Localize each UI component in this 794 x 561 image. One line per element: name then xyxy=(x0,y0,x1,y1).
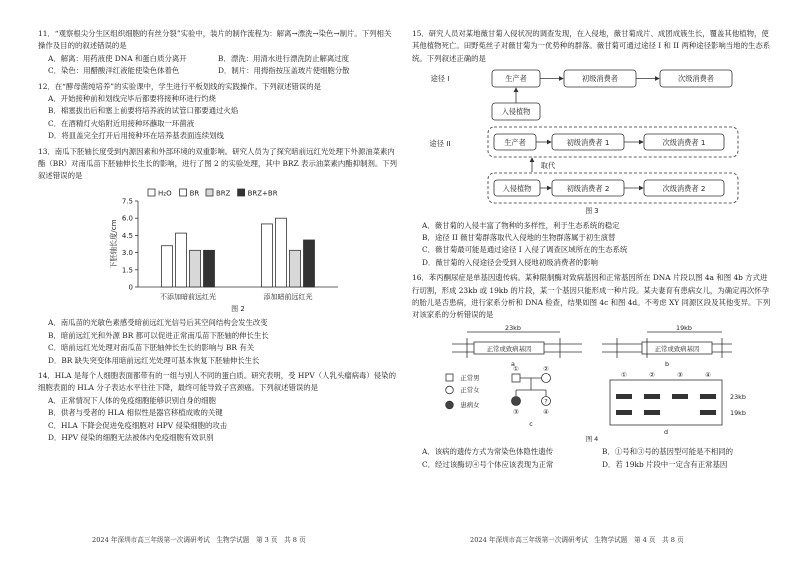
y-tick-label: 4.5 xyxy=(121,231,133,240)
figure-2-caption: 图 2 xyxy=(231,304,245,313)
fig4b-gene: 正常或致病基因 xyxy=(654,344,700,353)
q16-option-a: A．该病的遗传方式为常染色体隐性遗传 xyxy=(422,447,553,457)
bar xyxy=(162,246,173,287)
band-2-23kb xyxy=(644,394,660,399)
pedigree-question: ? xyxy=(544,397,548,406)
gel-lane-1: ① xyxy=(621,370,627,379)
q16-option-b: B．①号和③号的基因型可能是不相同的 xyxy=(602,447,734,457)
q14-stem: 14．HLA 是每个人细胞表面都带有的一组与别人不同的蛋白质。研究表明，受 HPV（人乳头瘤病毒）侵染的细胞表面的 HLA 分子表达水平往往下降，最终可能导致子宫颈癌。下列叙述错误的是 xyxy=(38,370,396,393)
fig4a-size: 23kb xyxy=(505,323,521,332)
q13-stem: 13．南瓜下胚轴长度受到内源因素和外部环境的双重影响。研究人员为了探究暗前远红光处理下外源油菜素内酯（BR）对南瓜苗下胚轴伸长生长的影响，进行了图 2 的实验处理，其中 BRZ 表示油菜素内酯抑制剂。下列叙述错误的是 xyxy=(38,146,398,181)
legend-affected-female: 患病女 xyxy=(460,400,480,409)
r2-producer: 生产者 xyxy=(504,138,526,148)
category-label: 添加暗前远红光 xyxy=(263,292,313,301)
band-2-19kb xyxy=(644,410,660,415)
q11-option-a: A．解离：用药液使 DNA 和蛋白质分离开 xyxy=(48,53,187,63)
fig4b-size: 19kb xyxy=(676,323,692,332)
y-tick-label: 0 xyxy=(128,283,133,292)
q14-option-b: B．供者与受者的 HLA 相似性是器官移植成败的关键 xyxy=(48,408,223,418)
bar xyxy=(262,224,273,287)
legend-swatch xyxy=(148,189,155,196)
q12-option-a: A．开始接种前和划线完毕后都要将接种环进行灼烧 xyxy=(48,94,216,104)
pedigree-individual-2 xyxy=(542,373,551,382)
y-tick-label: 1.5 xyxy=(121,266,133,275)
q12-option-b: B．棉塞拔出后和塞上前要将培养液的试管口都要通过火焰 xyxy=(48,106,239,116)
q14-option-d: D．HPV 侵染的细胞无法被体内免疫细胞有效识别 xyxy=(48,432,214,442)
gel-19kb-label: 19kb xyxy=(730,408,746,417)
fig4c-label: c xyxy=(529,419,533,428)
band-3-23kb xyxy=(672,394,688,399)
q15-option-d: D．薇甘菊的入侵途径会受到入侵地初级消费者的影响 xyxy=(422,257,598,267)
gel-bands xyxy=(616,394,716,415)
gel-lane-4: ④ xyxy=(705,370,711,379)
q12-stem: 12．在“酵母菌纯培养”的实验课中，学生进行平板划线的实践操作。下列叙述错误的是 xyxy=(38,81,322,91)
band-1-23kb xyxy=(616,394,632,399)
band-4-23kb xyxy=(700,394,716,399)
fig4b-label: b xyxy=(664,359,670,368)
route-1-label: 途径 I xyxy=(430,74,450,84)
q15-option-a: A．薇甘菊的入侵丰富了物种的多样性，利于生态系统的稳定 xyxy=(422,220,620,230)
figure-4-caption: 图 4 xyxy=(585,434,599,442)
gel-lane-2: ② xyxy=(649,370,655,379)
band-4-19kb xyxy=(700,410,716,415)
r1-secondary: 次级消费者 xyxy=(678,74,714,84)
bar xyxy=(176,233,187,287)
bar xyxy=(276,218,287,287)
bar xyxy=(190,250,201,287)
figure-3-diagram xyxy=(412,65,772,215)
q12-option-c: C．在酒精灯火焰附近用接种环蘸取一环菌液 xyxy=(48,118,195,128)
r2-primary-2: 初级消费者 2 xyxy=(566,184,610,194)
gel-23kb-label: 23kb xyxy=(730,392,746,401)
legend-normal-male: 正常男 xyxy=(460,373,480,382)
pedigree-num-1: ① xyxy=(513,364,519,373)
q16-stem: 16．苯丙酮尿症是单基因遗传病。某种限制酶对致病基因和正常基因所在 DNA 片段以图 4a 和图 4b 方式进行切割，形成 23kb 或 19kb 的片段，某一个基因只能形成一种片段。某夫妻育有患病女儿，为确定再次怀孕的胎儿是否患病，进行家系分析和 DNA 检查，结果如图 4c 和图 4d。不考虑 XY 同源区段及其他变异。下列对该家系的分析错误的是 xyxy=(412,273,771,320)
q11-option-c: C．染色：用醋酸洋红液能使染色体着色 xyxy=(48,66,180,76)
pedigree-individual-3 xyxy=(512,396,521,405)
pedigree-num-2: ② xyxy=(543,364,549,373)
y-tick-label: 3.0 xyxy=(121,248,133,257)
bar xyxy=(290,250,301,287)
q15-option-b: B．途径 II 薇甘菊群落取代入侵地的生物群落属于初生演替 xyxy=(422,233,616,243)
legend-swatch xyxy=(238,189,245,196)
legend-swatch xyxy=(206,189,213,196)
right-page xyxy=(412,28,772,471)
band-1-19kb xyxy=(616,410,632,415)
q15-stem: 15．研究人员对某地薇甘菊入侵状况的调查发现，在入侵地，薇甘菊成片、成团成簇生长，覆盖其他植物，使其他植物死亡。田野菟丝子对薇甘菊为一优势种的群落。薇甘菊可通过途径 I 和 II 两种途径影响当地的生态系统。下列叙述正确的是 xyxy=(412,29,771,63)
fig4d-label: d xyxy=(663,427,669,436)
q13-option-b: B．暗前远红光和外源 BR 都可以促进正常南瓜苗下胚轴的伸长生长 xyxy=(48,330,269,340)
q14-option-a: A．正常情况下人体的免疫细胞能够识别自身的细胞 xyxy=(48,395,216,405)
category-label: 不添加暗前远红光 xyxy=(160,292,216,301)
footer-page-3: 2024 年深圳市高三年级第一次调研考试 生物学试题 第 3 页 共 8 页 xyxy=(92,536,306,544)
y-tick-label: 6.0 xyxy=(121,214,133,223)
legend-label: BR xyxy=(189,189,200,198)
legend-swatch xyxy=(180,189,187,196)
r2-primary-1: 初级消费者 1 xyxy=(566,138,610,148)
q11-option-b: B．漂洗：用清水进行漂洗防止解离过度 xyxy=(218,53,350,63)
figure-2-bar-chart xyxy=(38,183,398,313)
r1-producer: 生产者 xyxy=(505,74,527,84)
q13-option-d: D．BR 缺失突变体用暗前远红光处理可基本恢复下胚轴伸长生长 xyxy=(48,355,260,365)
q16-option-d: D．若 19kb 片段中一定含有正常基因 xyxy=(602,459,728,469)
q16-option-c: C．经过该酶切④号个体应该表现为正常 xyxy=(422,459,554,469)
r2-replace: 取代 xyxy=(540,161,556,171)
r2-secondary-1: 次级消费者 1 xyxy=(662,138,706,148)
r1-invasive: 入侵植物 xyxy=(501,107,531,117)
legend-label: H₂O xyxy=(158,189,172,198)
gel-lane-3: ③ xyxy=(677,370,683,379)
left-page xyxy=(38,28,398,444)
legend-label: BRZ xyxy=(216,189,231,198)
q13-option-a: A．南瓜苗的光敏色素感受暗前远红光信号后其空间结构会发生改变 xyxy=(48,318,268,328)
r2-invasive: 入侵植物 xyxy=(502,184,532,194)
legend-label: BRZ+BR xyxy=(247,189,278,198)
q11-stem: 11．“观察根尖分生区组织细胞的有丝分裂”实验中，装片的制作流程为：解离→漂洗→染色→制片。下列相关操作及目的的叙述错误的是 xyxy=(38,29,392,51)
fig4a-gene: 正常或致病基因 xyxy=(486,344,532,353)
r1-primary: 初级消费者 xyxy=(582,74,618,84)
q12-option-d: D．将皿盖完全打开后用接种环在培养基表面连续划线 xyxy=(48,131,224,141)
bar xyxy=(304,240,315,287)
y-axis-label: 下胚轴长度/cm xyxy=(109,219,118,269)
route-2-label: 途径 II xyxy=(429,139,451,149)
y-tick-label: 7.5 xyxy=(121,197,133,206)
fig4a-label: a xyxy=(511,359,515,368)
legend-normal-female: 正常女 xyxy=(460,385,480,394)
footer-page-4: 2024 年深圳市高三年级第一次调研考试 生物学试题 第 4 页 共 8 页 xyxy=(470,536,684,544)
q15-option-c: C．薇甘菊最可能是通过途径 I 入侵了调查区域所在的生态系统 xyxy=(422,245,628,255)
q14-option-c: C．HLA 下降会促进免疫细胞对 HPV 侵染细胞的攻击 xyxy=(48,420,228,430)
pedigree-num-3: ③ xyxy=(513,407,519,416)
pedigree-num-4: ④ xyxy=(543,407,549,416)
figure-4-diagram xyxy=(412,322,772,442)
figure-3-caption: 图 3 xyxy=(585,207,599,216)
q11-option-d: D．制片：用拇指按压盖玻片使细胞分散 xyxy=(218,66,350,76)
bar xyxy=(204,250,215,287)
pedigree-individual-1 xyxy=(512,374,520,382)
q13-option-c: C．暗前远红光处理对南瓜苗下胚轴伸长生长的影响与 BR 有关 xyxy=(48,343,255,353)
r2-secondary-2: 次级消费者 2 xyxy=(662,184,706,194)
